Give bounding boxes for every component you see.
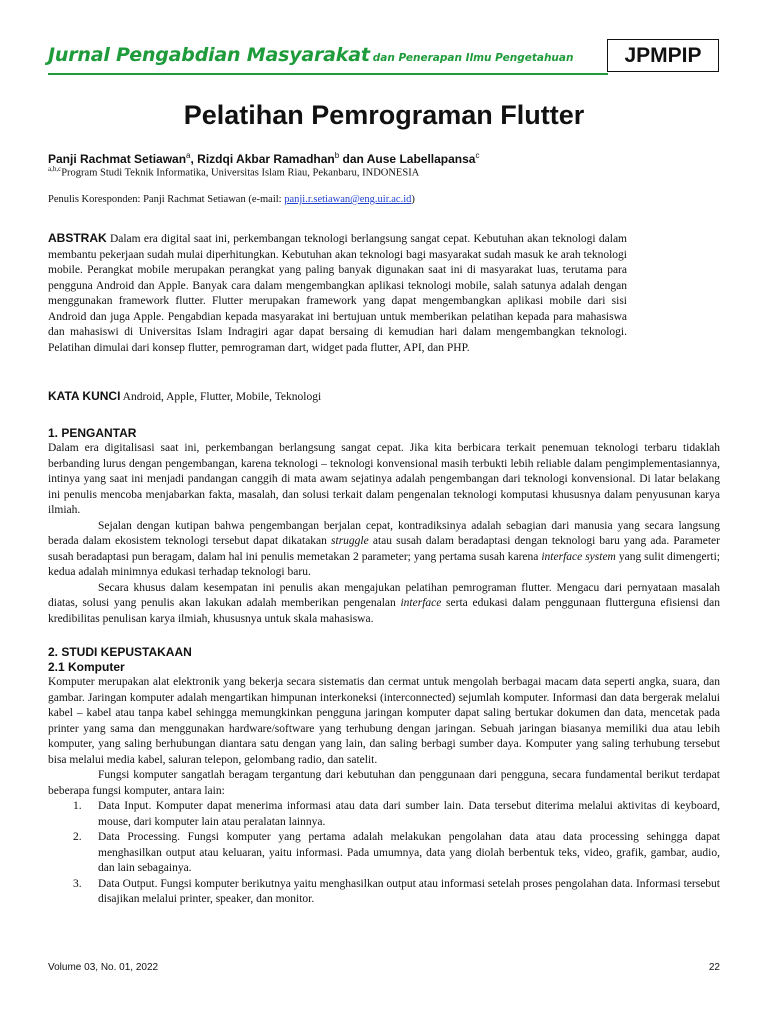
function-list — [48, 799, 720, 908]
author-affil-mark: c — [475, 151, 480, 160]
affiliation — [48, 165, 419, 179]
section-heading-literature: 2. STUDI KEPUSTAKAAN — [48, 645, 192, 659]
journal-header — [48, 38, 720, 78]
paragraph — [48, 519, 720, 581]
corresponding-author-label: Penulis Koresponden: Panji Rachmat Setiawan (e-mail: — [48, 194, 285, 205]
paragraph: Fungsi komputer sangatlah beragam tergantung dari kebutuhan dan penggunaan dari pengguna, secara fundamental berikut terdapat beberapa fungsi komputer, antara lain: — [48, 769, 720, 797]
author-affil-mark: a — [186, 151, 191, 160]
corresponding-email-link[interactable]: panji.r.setiawan@eng.uir.ac.id — [284, 194, 412, 205]
text-run: yang sulit dimengerti; kedua adalah minimnya edukasi terhadap teknologi baru. — [48, 550, 720, 578]
header-rule — [48, 73, 608, 75]
corresponding-author — [48, 194, 415, 205]
list-item — [48, 830, 720, 877]
list-item-text: Data Output. Fungsi komputer berikutnya yaitu menghasilkan output atau informasi setelah proses pengolahan data. Informasi tersebut disajikan melalui printer, speaker, dan monitor. — [98, 877, 720, 905]
introduction-body — [48, 441, 720, 627]
subsection-heading-computer: 2.1 Komputer — [48, 660, 125, 674]
italic-term: interface — [400, 597, 442, 609]
list-number: 3. — [73, 877, 82, 890]
article-title: Pelatihan Pemrograman Flutter — [183, 100, 585, 130]
affiliation-text: Program Studi Teknik Informatika, Universitas Islam Riau, Pekanbaru, INDONESIA — [61, 167, 420, 179]
author-list — [48, 151, 479, 166]
paragraph: Komputer merupakan alat elektronik yang bekerja secara sistematis dan cermat untuk mengolah berbagai macam data seperti angka, suara, dan gambar. Jaringan komputer adalah mengartikan himpunan interkoneksi (interconnected) sejumlah komputer. Informasi dan data bergerak melalui kabel – kabel atau tanpa kabel sehingga memungkinkan pengguna jaringan komputer dapat saling bertukar dokumen dan data, mencetak pada printer yang sama dan menggunakan hardware/software yang terhubung dengan jaringan. Sebuah jaringan biasanya memiliki dua atau lebih komputer, yang saling berhubungan diantara satu dengan yang lain, dan saling berbagi sumber daya. Komputer yang saling terhubung tersebut bisa melalui media kabel, saluran telepon, gelombang radio, dan satelit. — [48, 676, 720, 766]
literature-body — [48, 675, 720, 908]
list-item — [48, 877, 720, 908]
paragraph — [48, 581, 720, 628]
journal-name-main: Jurnal Pengabdian Masyarakat — [48, 44, 370, 66]
abstract-text: Dalam era digital saat ini, perkembangan teknologi berlangsung sangat cepat. Kebutuhan akan teknologi dalam membantu pekerjaan sudah mulai diperhitungkan. Kebutuhan akan teknologi bagi masyarakat sudah masuk ke arah teknologi mobile. Perangkat mobile merupakan perangkat yang paling banyak digunakan saat ini di masyarakat luas, terutama para pengguna Android dan Apple. Banyak cara dalam mengembangkan aplikasi teknologi mobile, salah satunya adalah dengan menggunakan framework flutter. Flutter merupakan framework yang dapat mengembangkan aplikasi mobile dari sisi Android dan juga Apple. Pengabdian kepada masyarakat ini bertujuan untuk memberikan pelatihan kepada para mahasiswa dan mahasiswi di Universitas Islam Indragiri agar dapat bersaing di kemudian hari dalam mengembangkan teknologi. Pelatihan dimulai dari konsep flutter, pemrograman dart, widget pada flutter, API, dan PHP. — [48, 233, 627, 354]
section-heading-introduction: 1. PENGANTAR — [48, 426, 137, 440]
keywords-text: Android, Apple, Flutter, Mobile, Teknologi — [120, 391, 322, 403]
list-number: 2. — [73, 831, 82, 843]
paragraph: Dalam era digitalisasi saat ini, perkembangan berlangsung sangat cepat. Jika kita berbicara terkait penemuan teknologi terbaru tidaklah berbanding lurus dengan pengembangan, karena teknologi – teknologi konvensional masih terbukti lebih reliable dalam pengimplementasiannya, intinya yang saat ini menjadi pandangan canggih di mata awam sejatinya adalah pengembangan dari teknologi konvensional. Di latar belakang ini penulis mencoba menjabarkan fakta, masalah, dan solusi terkait dalam pengenalan teknologi komputasi khususnya dalam penyusunan karya ilmiah. — [48, 442, 720, 516]
text-run: serta edukasi dalam penggunaan flutterguna efisiensi dan kredibilitas penulisan karya ilmiah, khususnya untuk skala mahasiswa. — [48, 597, 720, 625]
text-run: Sejalan dengan kutipan bahwa pengembangan berjalan cepat, kontradiksinya adalah sebagian dari manusia yang secara langsung berada dalam ekosistem teknologi tersebut dapat dikatakan — [48, 519, 720, 547]
footer-volume: Volume 03, No. 01, 2022 — [48, 962, 159, 973]
footer-page-number: 22 — [708, 962, 720, 973]
keywords — [48, 388, 648, 405]
author-name: dan Ause Labellapansa — [339, 152, 476, 166]
abstract — [48, 231, 627, 356]
affiliation-mark: a,b,c — [48, 165, 62, 173]
list-item-text: Data Input. Komputer dapat menerima informasi atau data dari sumber lain. Data tersebut diterima melalui aktivitas di keyboard, mouse, dari komputer lain atau peralatan lainnya. — [98, 800, 720, 828]
journal-badge: JPMPIP — [607, 39, 719, 72]
text-run: Secara khusus dalam kesempatan ini penulis akan mengajukan pelatihan pemrograman flutter. Mengacu dari pernyataan masalah diatas, solusi yang penulis akan lakukan adalah memberikan pengenalan — [48, 581, 720, 609]
journal-name-sub: dan Penerapan Ilmu Pengetahuan — [372, 52, 574, 64]
italic-term: struggle — [331, 535, 369, 547]
author-name: Panji Rachmat Setiawan — [48, 152, 187, 166]
list-item — [48, 799, 720, 830]
keywords-label: KATA KUNCI — [48, 389, 121, 403]
list-item-text: Data Processing. Fungsi komputer yang pertama adalah melakukan pengolahan data atau data processing sehingga dapat menghasilkan output atau keluaran, yaitu informasi. Pada umumnya, data yang diolah berbentuk teks, video, grafik, gambar, audio, dan lain sebagainya. — [98, 831, 720, 874]
author-name: , Rizdqi Akbar Ramadhan — [190, 152, 335, 166]
corresponding-author-suffix: ) — [411, 194, 415, 205]
author-affil-mark: b — [334, 151, 340, 160]
text-run: atau susah dalam beradaptasi dengan teknologi baru yang ada. Parameter susah beradaptasi pun beragam, dalam hal ini penulis memetakan 2 parameter; yang pertama susah karena — [48, 535, 720, 563]
journal-name — [48, 44, 573, 66]
list-number: 1. — [73, 800, 82, 812]
abstract-label: ABSTRAK — [48, 231, 107, 245]
italic-term: interface system — [541, 550, 616, 563]
